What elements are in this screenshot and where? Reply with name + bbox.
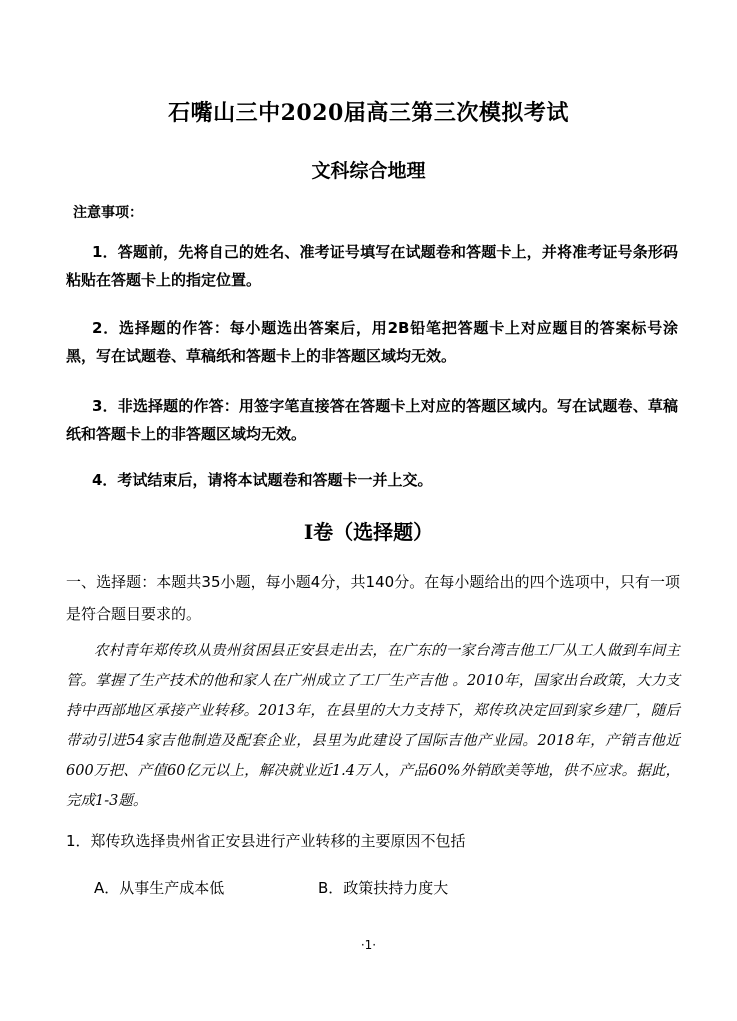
notice-item-1: 1．答题前，先将自己的姓名、准考证号填写在试题卷和答题卡上，并将准考证号条形码粘贴在答题卡上的指定位置。 xyxy=(66,243,678,289)
section-heading: Ⅰ卷（选择题） xyxy=(303,520,434,544)
notice-item-3: 3．非选择题的作答：用签字笔直接答在答题卡上对应的答题区域内。写在试题卷、草稿纸和答题卡上的非答题区域均无效。 xyxy=(66,397,678,443)
exam-title: 石嘴山三中2020届高三第三次模拟考试 xyxy=(168,100,569,126)
notice-heading: 注意事项： xyxy=(73,205,143,221)
option-a: A．从事生产成本低 xyxy=(94,879,225,897)
question-1: 1．郑传玖选择贵州省正安县进行产业转移的主要原因不包括 xyxy=(66,832,466,850)
exam-subtitle: 文科综合地理 xyxy=(311,160,426,182)
page-number: ·1· xyxy=(360,938,377,952)
reading-passage: 农村青年郑传玖从贵州贫困县正安县走出去，在广东的一家台湾吉他工厂从工人做到车间主管。掌握了生产技术的他和家人在广州成立了工厂生产吉他 。2010年，国家出台政策，大力支持中西部地区承接产业转移。2013年，在县里的大力支持下，郑传玖决定回到家乡建厂，随后带动引进54家吉他制造及配套企业，县里为此建设了国际吉他产业园。2018年，产销吉他近600万把、产值60亿元以上，解决就业近1.4万人，产品60%外销欧美等地，供不应求。据此，完成1-3题。 xyxy=(66,643,680,809)
notice-item-2: 2．选择题的作答：每小题选出答案后，用2B铅笔把答题卡上对应题目的答案标号涂黑，写在试题卷、草稿纸和答题卡上的非答题区域均无效。 xyxy=(66,319,678,365)
option-b: B．政策扶持力度大 xyxy=(318,879,449,897)
section-instruction: 一、选择题：本题共35小题，每小题4分，共140分。在每小题给出的四个选项中，只有一项是符合题目要求的。 xyxy=(66,573,680,623)
notice-item-4: 4．考试结束后，请将本试题卷和答题卡一并上交。 xyxy=(92,471,433,489)
